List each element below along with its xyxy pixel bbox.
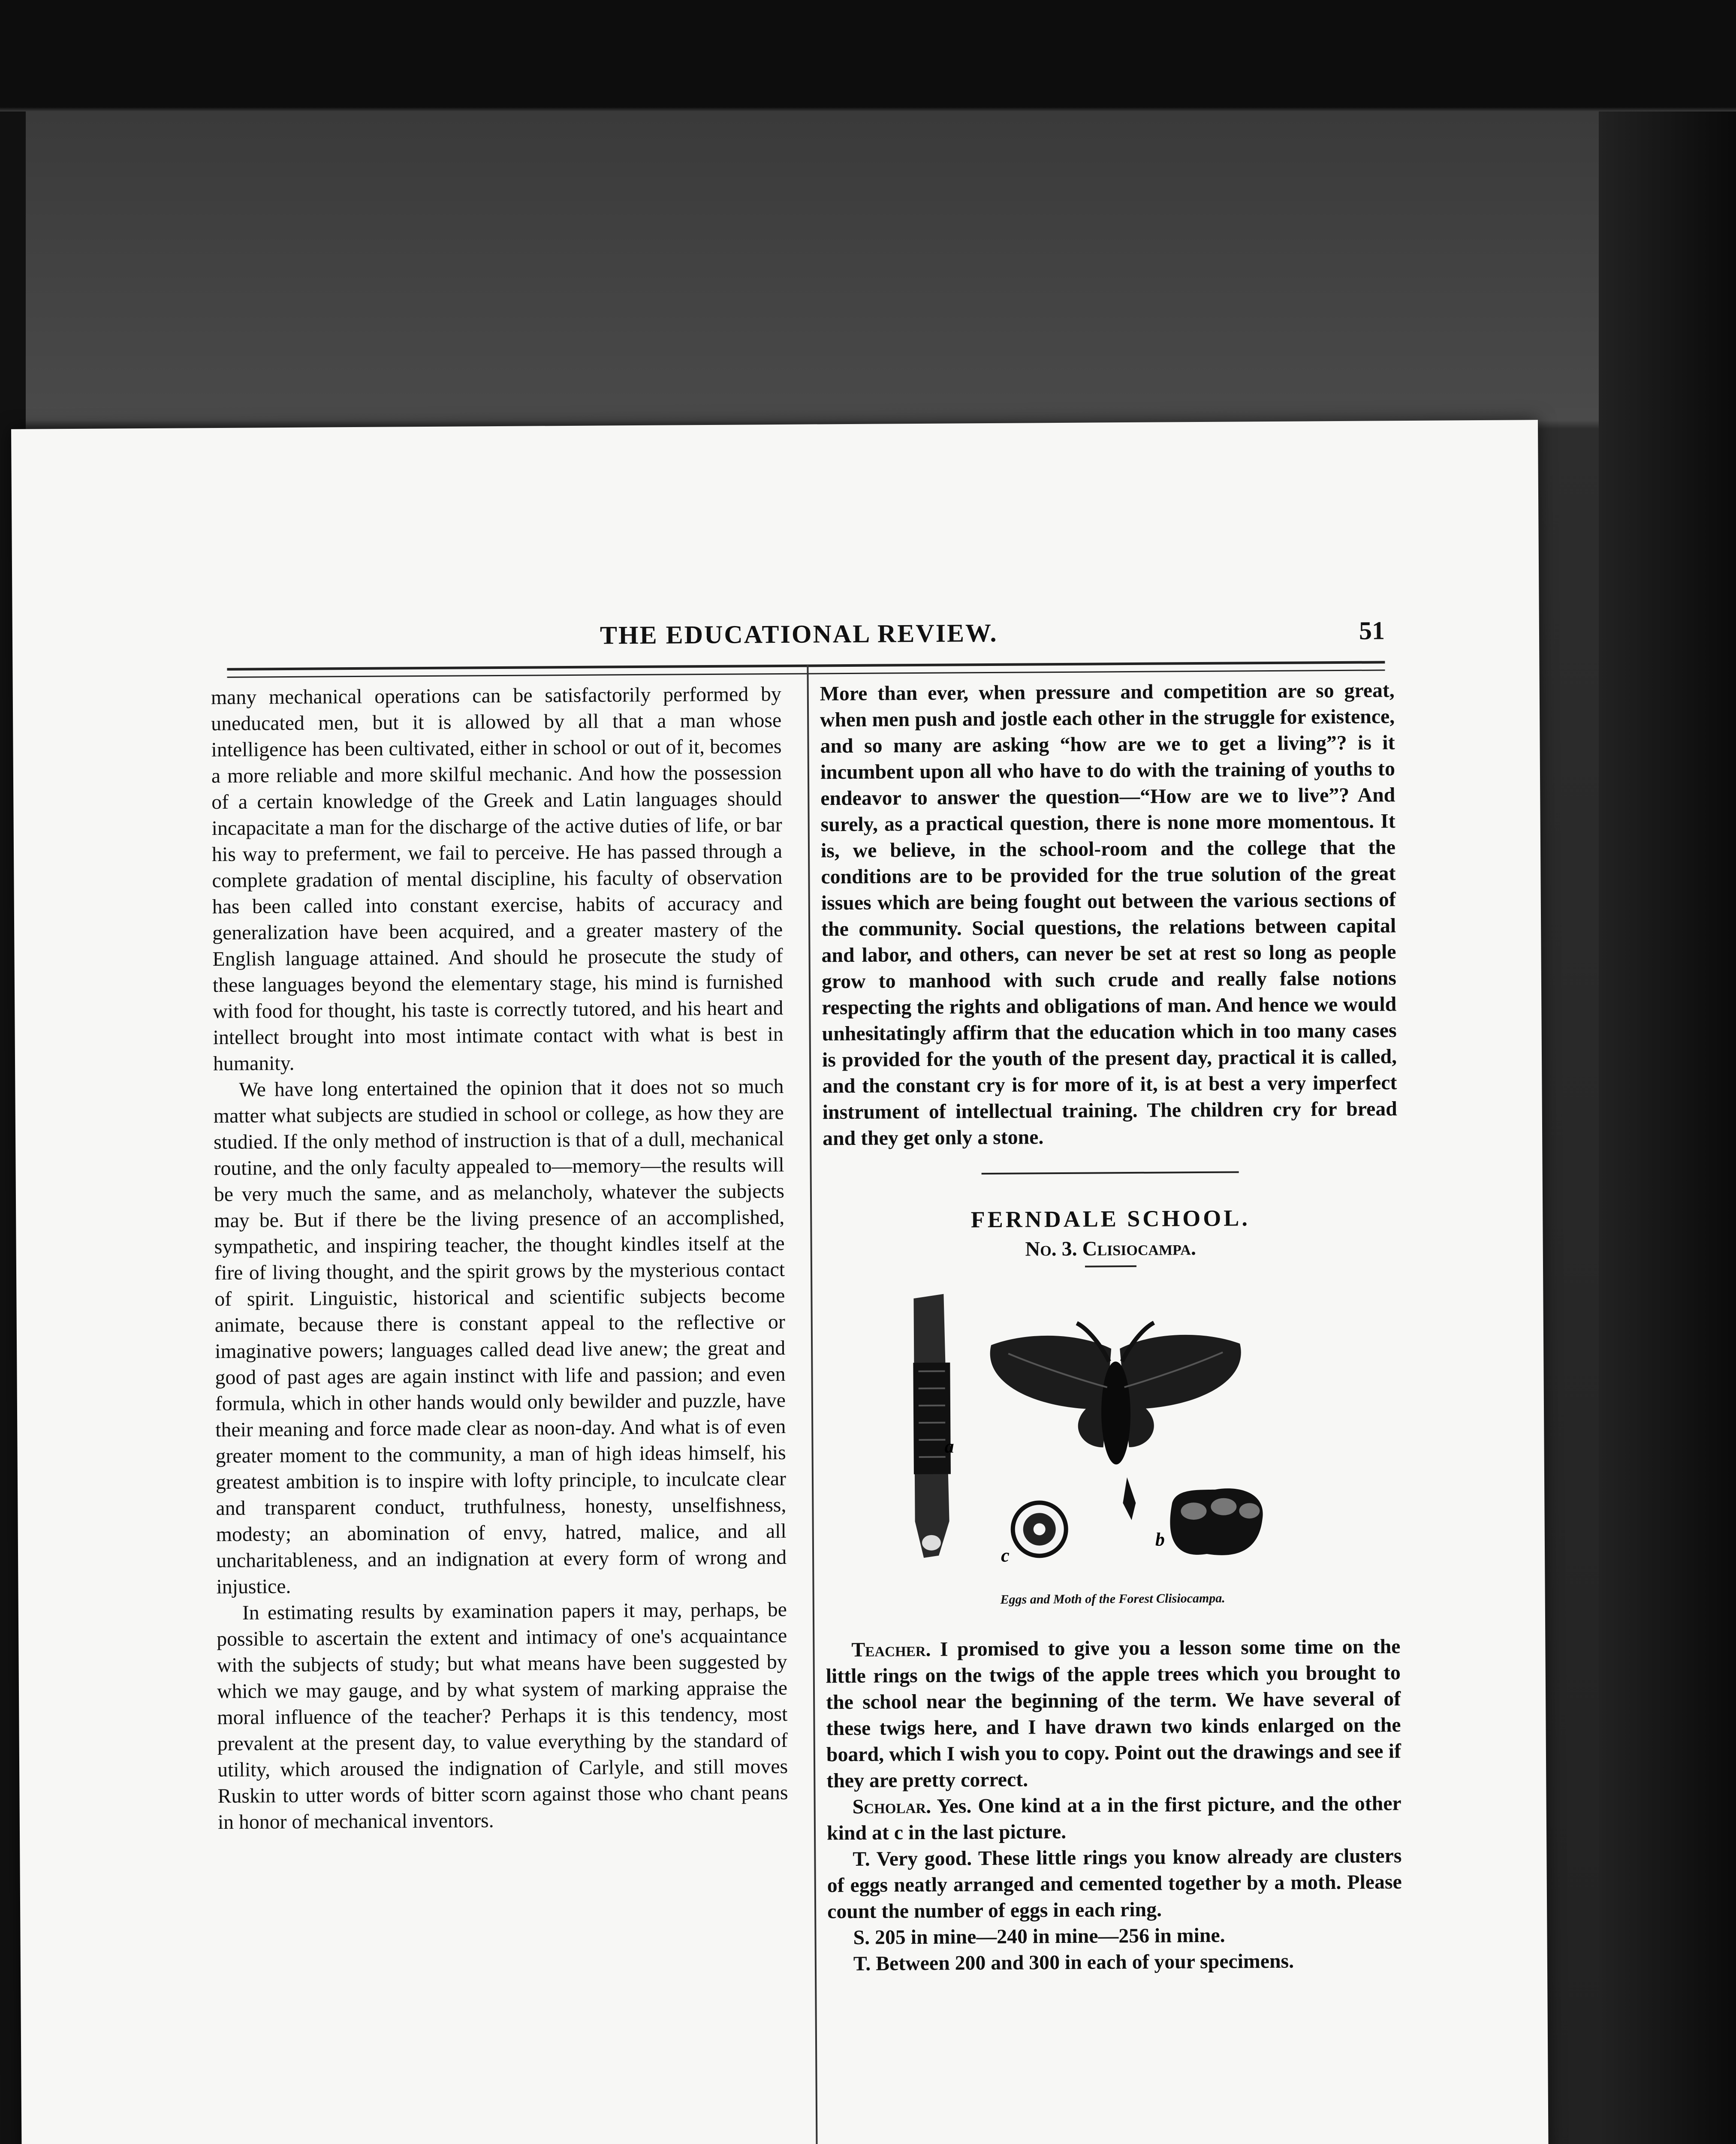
speaker-teacher: Teacher. <box>851 1638 931 1661</box>
dialogue-text-2: Yes. One kind at a in the first picture, and the other kind at c in the last picture. <box>826 1792 1401 1845</box>
page-header <box>227 616 1385 657</box>
egg-cluster-icon <box>1170 1488 1263 1556</box>
dialogue-text-5: Between 200 and 300 in each of your specimens. <box>875 1949 1294 1975</box>
twig-with-egg-ring <box>913 1294 951 1558</box>
right-column <box>820 677 1402 1977</box>
label-a: a <box>944 1436 954 1457</box>
column-divider <box>807 665 818 2144</box>
dialogue-line-2 <box>826 1790 1401 1846</box>
speaker-t-2: T. <box>853 1952 871 1975</box>
speaker-t-1: T. <box>853 1847 870 1870</box>
left-column <box>211 681 788 1835</box>
label-b: b <box>1155 1529 1165 1550</box>
moth-icon <box>990 1322 1242 1465</box>
left-paragraph-3: In estimating results by examination papers it may, perhaps, be possible to ascertain the extent and intimacy of one's acquaintance with the subjects of study; but what means have been suggested by which we may gauge, and by what system of marking appraise the moral influence of the teacher? Perhaps it is this tendency, most prevalent at the present day, to value everything by the standard of utility, which aroused the indignation of Carlyle, and still moves Ruskin to utter words of bitter scorn against those who chant peans in honor of mechanical inventors. <box>217 1598 788 1834</box>
header-rule-thin <box>227 669 1385 678</box>
left-paragraph-1: many mechanical operations can be satisfactorily performed by uneducated men, but it is allowed by all that a man whose intelligence has been cultivated, either in school or out of it, becomes a more reliable and more skilful mechanic. And how the possession of a certain knowledge of the Greek and Latin languages should incapacitate a man for the discharge of the active duties of life, or bar his way to preferment, we fail to perceive. He has passed through a complete gradation of mental discipline, his faculty of observation has been called into constant exercise, habits of accuracy and generalization have been acquired, and a greater mastery of the English language attained. And should he prosecute the study of these languages beyond the elementary stage, his mind is furnished with food for thought, his taste is correctly tutored, and his heart and intellect brought into most intimate contact with what is best in humanity. <box>211 682 784 1075</box>
page-number: 51 <box>1359 616 1385 645</box>
running-title: THE EDUCATIONAL REVIEW. <box>600 618 998 650</box>
speaker-scholar: Scholar. <box>852 1795 931 1818</box>
dialogue-text-3: Very good. These little rings you know already are clusters of eggs neatly arranged and cemented together by a moth. Please count the number of eggs in each ring. <box>827 1844 1402 1923</box>
figure-caption: Eggs and Moth of the Forest Clisiocampa. <box>1000 1591 1225 1607</box>
dialogue-line-5 <box>828 1947 1402 1977</box>
journal-page <box>11 420 1550 2144</box>
section-subtitle <box>823 1232 1398 1269</box>
dialogue-line-1 <box>826 1633 1401 1794</box>
egg-ring-section-icon <box>1013 1503 1066 1556</box>
dialogue-line-3 <box>827 1843 1402 1924</box>
dialogue-line-4 <box>827 1921 1402 1951</box>
moth-engraving <box>896 1279 1327 1590</box>
right-intro-paragraph: More than ever, when pressure and competition are so great, when men push and jostle each other in the struggle for existence, and so many are asking “how are we to get a living”? is it incumbent upon all who have to do with the training of youths to endeavor to answer the question—“How are we to live”? And surely, as a practical question, there is none more momentous. It is, we believe, in the school-room and the college that the conditions are to be provided for the true solution of the great issues which are being fought out between the various sections of the community. Social questions, the relations between capital and labor, and others, can never be set at rest so long as people grow to manhood with such crude and really false notions respecting the rights and obligations of man. And hence we would unhesitatingly affirm that the education which in too many cases is provided for the youth of the present day, practical it is called, and the constant cry is for more of it, is at best a very imperfect instrument of intellectual training. The children cry for bread and they get only a stone. <box>820 679 1397 1150</box>
header-rule-thick <box>227 661 1385 670</box>
subtitle-rule <box>1085 1265 1136 1268</box>
label-c: c <box>1001 1545 1010 1566</box>
dialogue-text-4: 205 in mine—240 in mine—256 in mine. <box>874 1924 1225 1949</box>
film-edge-right <box>1599 111 1736 2144</box>
section-rule <box>982 1171 1239 1174</box>
speaker-s: S. <box>853 1926 870 1949</box>
section-subject: Clisiocampa. <box>1082 1237 1197 1260</box>
small-larva-icon <box>1123 1477 1136 1520</box>
dialogue-text-1: I promised to give you a lesson some time on the little rings on the twigs of the apple trees which you brought to the school near the beginning of the term. We have several of these twigs here, and I have drawn two kinds enlarged on the board, which I wish you to copy. Point out the drawings and see if they are pretty correct. <box>826 1635 1401 1792</box>
section-title: FERNDALE SCHOOL. <box>970 1205 1251 1233</box>
left-paragraph-2: We have long entertained the opinion that it does not so much matter what subjects are studied in school or college, as how they are studied. If the only method of instruction is that of a dull, mechanical routine, and the only faculty appealed to—memory—the results will be very much the same, and as melancholy, whatever the subjects may be. But if there be the living presence of an accomplished, sympathetic, and inspiring teacher, the thought kindles itself at the fire of living thought, and the spirit grows by the mysterious contact of spirit. Linguistic, historical and scientific subjects become animate, because there is constant appeal to the reflective or imaginative powers; languages called dead live anew; the great and good of past ages are again instinct with life and passion; and even formula, which in other hands would only bewilder and puzzle, have their meaning and force made clear as noon-day. And what is of even greater moment to the community, a man of high ideas himself, his greatest ambition is to inspire with lofty principle, to inculcate clear and transparent conduct, truthfulness, honesty, unselfishness, modesty; an abomination of envy, hatred, malice, and all uncharitableness, and an indignation at every form of wrong and injustice. <box>213 1075 787 1599</box>
moth-illustration <box>896 1279 1327 1590</box>
section-number: No. 3. <box>1025 1237 1077 1261</box>
